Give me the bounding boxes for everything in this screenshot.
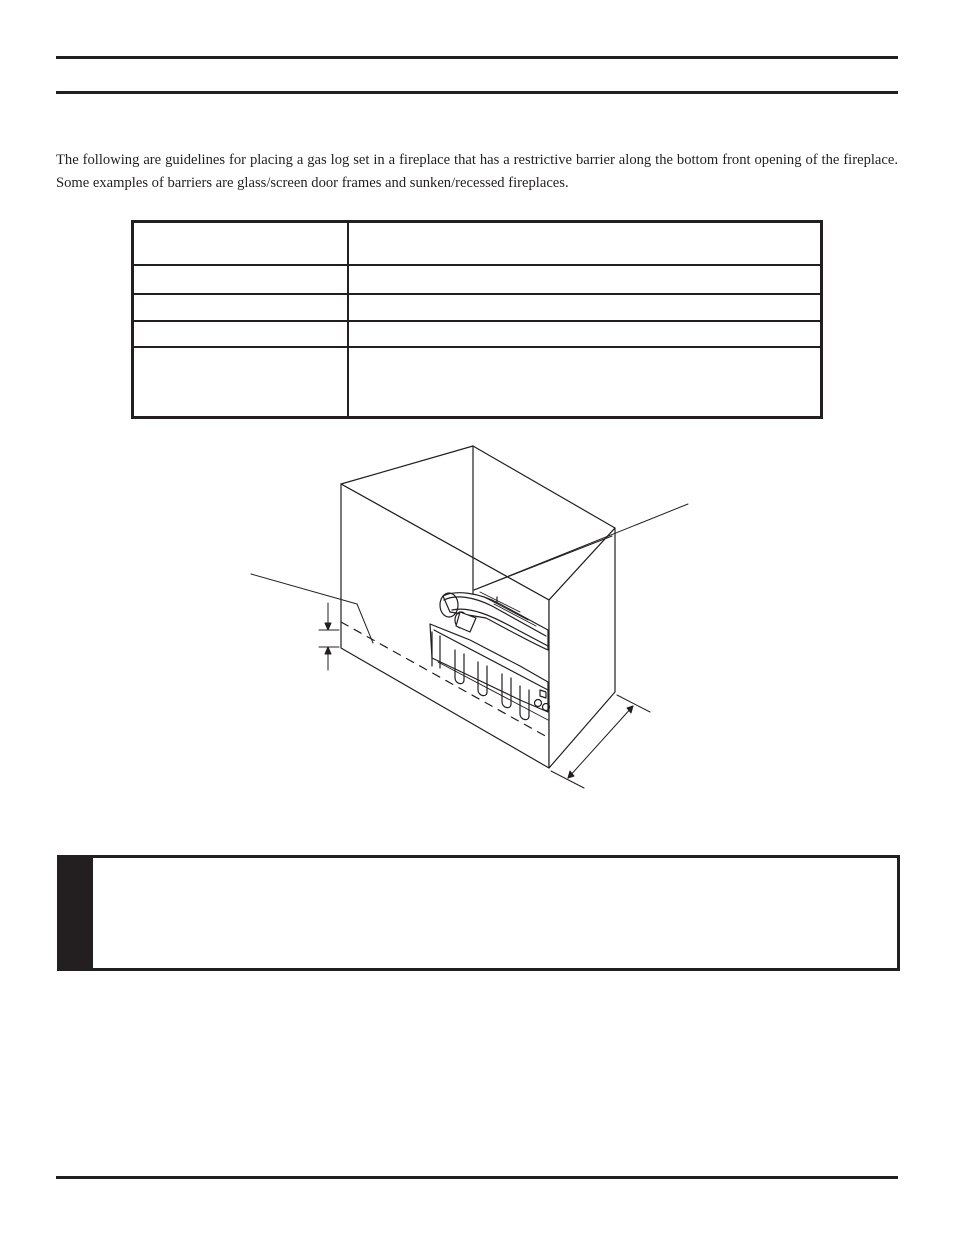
- warning-box: [57, 855, 900, 971]
- header-rule-bottom: [56, 91, 898, 94]
- table-row-divider: [134, 346, 820, 348]
- intro-paragraph: The following are guidelines for placing a gas log set in a fireplace that has a restrictive barrier along the bottom front opening of the fireplace. Some examples of barriers are glass/screen door frames and sunken/recessed fireplaces.: [56, 152, 898, 191]
- table-row-divider: [134, 320, 820, 322]
- header-rule-top: [56, 56, 898, 59]
- footer-rule: [56, 1176, 898, 1179]
- barrier-guidelines-table: [131, 220, 823, 419]
- table-row-divider: [134, 293, 820, 295]
- fireplace-diagram: [0, 430, 954, 810]
- table-header-divider: [134, 264, 820, 266]
- warning-tab: [60, 858, 93, 968]
- barrier-height-dimension: [319, 603, 339, 670]
